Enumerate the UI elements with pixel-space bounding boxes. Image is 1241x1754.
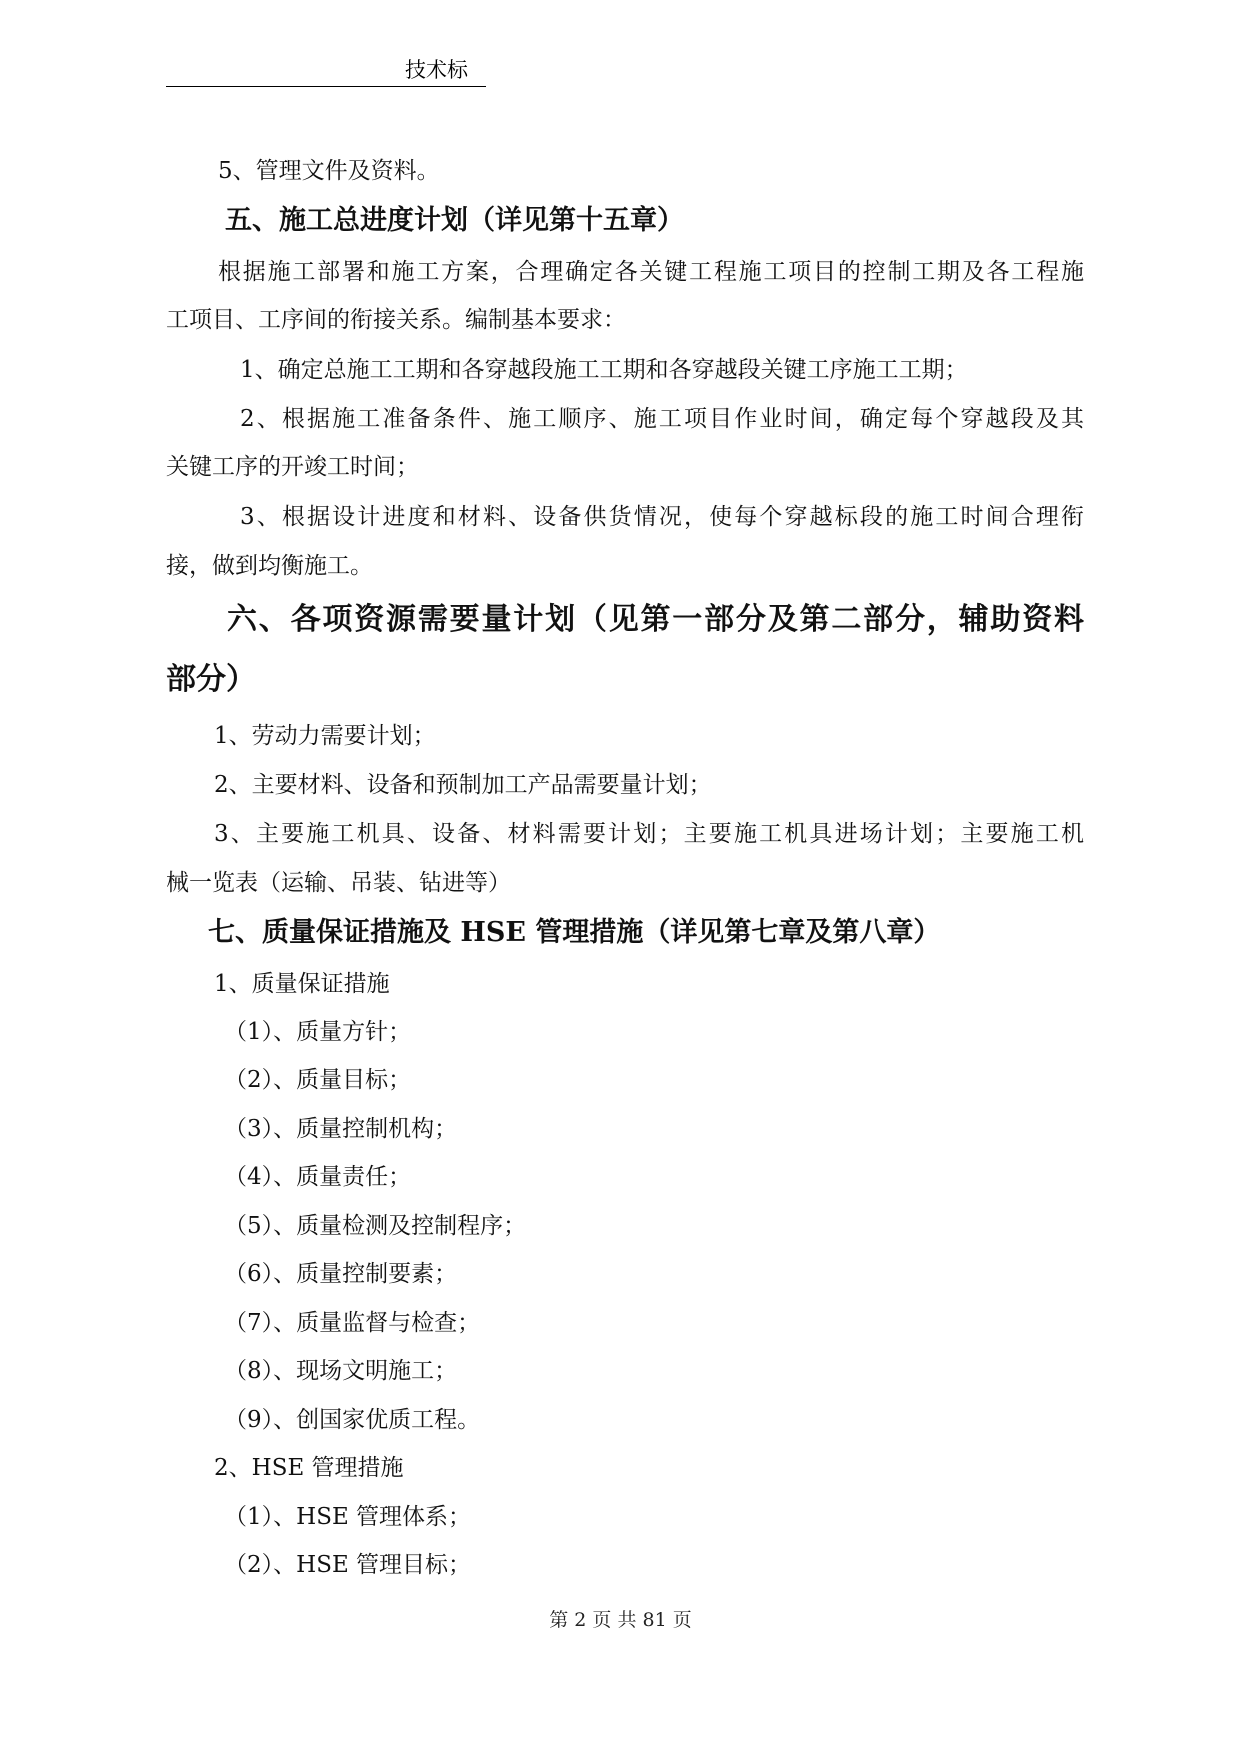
paragraph-line: 关键工序的开竣工时间； [166, 454, 419, 480]
list-item: 1、确定总施工工期和各穿越段施工工期和各穿越段关键工序施工工期； [240, 357, 968, 383]
paragraph-line: 接，做到均衡施工。 [166, 553, 373, 579]
list-item: 1、质量保证措施 [214, 971, 390, 997]
list-item: 5、管理文件及资料。 [218, 158, 440, 184]
list-item: （8）、现场文明施工； [224, 1358, 458, 1384]
section-heading: 五、施工总进度计划（详见第十五章） [225, 205, 684, 236]
list-item: （3）、质量控制机构； [224, 1116, 458, 1142]
section-heading: 部分） [166, 662, 256, 697]
list-item: 2、根据施工准备条件、施工顺序、施工项目作业时间，确定每个穿越段及其 [240, 406, 1084, 432]
list-item: （2）、质量目标； [224, 1067, 412, 1093]
section-heading: 六、各项资源需要量计划（见第一部分及第二部分，辅助资料 [227, 602, 1084, 637]
list-item: 2、HSE 管理措施 [214, 1455, 404, 1481]
paragraph-line: 根据施工部署和施工方案，合理确定各关键工程施工项目的控制工期及各工程施 [218, 259, 1084, 285]
list-item: （5）、质量检测及控制程序； [224, 1213, 527, 1239]
list-item: 2、主要材料、设备和预制加工产品需要量计划； [214, 772, 712, 798]
list-item: 3、主要施工机具、设备、材料需要计划；主要施工机具进场计划；主要施工机 [214, 821, 1084, 847]
list-item: （6）、质量控制要素； [224, 1261, 458, 1287]
list-item: （9）、创国家优质工程。 [224, 1407, 481, 1433]
list-item: （1）、HSE 管理体系； [224, 1504, 472, 1530]
header-title: 技术标 [405, 58, 468, 82]
section-heading: 七、质量保证措施及 HSE 管理措施（详见第七章及第八章） [208, 917, 941, 948]
list-item: 1、劳动力需要计划； [214, 723, 436, 749]
list-item: 3、根据设计进度和材料、设备供货情况，使每个穿越标段的施工时间合理衔 [240, 504, 1084, 530]
list-item: （2）、HSE 管理目标； [224, 1552, 472, 1578]
paragraph-line: 工项目、工序间的衔接关系。编制基本要求： [166, 307, 626, 333]
list-item: （7）、质量监督与检查； [224, 1310, 481, 1336]
list-item: （1）、质量方针； [224, 1019, 412, 1045]
list-item: （4）、质量责任； [224, 1164, 412, 1190]
page-footer: 第 2 页 共 81 页 [549, 1609, 692, 1631]
paragraph-line: 械一览表（运输、吊装、钻进等） [166, 870, 511, 896]
